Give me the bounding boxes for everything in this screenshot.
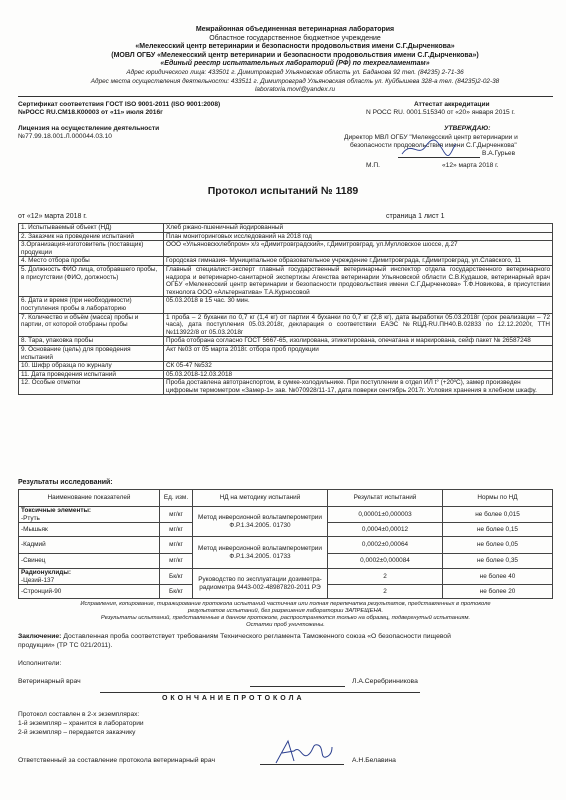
method-cell: Руководство по эксплуатации дозиметра-радиометра 9443-002-48987820-2011 РЭ [193,569,328,599]
responsible-name: А.Н.Белавина [352,757,396,764]
header-line-5: «Единый реестр испытательных лабораторий (РФ) по техрегламентам» [160,60,430,68]
table-row: 12. Особые отметки Проба доставлена автотранспортом, в сумке-холодильнике. При поступлении в отдел ИЛ t° (+20ºС), замер произведен цифровым термометром «Замер-1» зав. №070928/11-17, дата поверки сентябрь 2017г. Условия хранения в хлебном шкафу. [19,379,553,395]
header-line-1: Межрайонная объединенная ветеринарная лаборатория [195,26,395,33]
table-row: -Мышьяк мг/кг 0,0004±0,00012 не более 0,15 [19,523,553,537]
header-divider [18,96,553,97]
results-table [18,489,553,599]
header-line-6: Адрес юридического лица: 433501 г. Димитровград Ульяновская область ул. Баданова 92 тел. (84235) 2-71-36 [126,68,464,76]
vet-name: Л.А.Серебринникова [352,678,418,685]
table-row: 1. Испытываемый объект (НД) Хлеб ржано-пшеничный йодированный [19,224,553,233]
method-cell: Метод инверсионной вольтамперометрии Ф.Р.1.34.2005. 01730 [193,507,328,537]
accreditation-number: N РОСС RU. 0001.515340 от «20» января 2015 г. [366,109,515,116]
table-row: -Стронций-90 Бк/кг 2 не более 20 [19,585,553,599]
header-line-2: Областное государственное бюджетное учреждение [209,34,381,42]
director-name: В.А.Гурьев [482,150,516,157]
header-line-7: Адрес места осуществления деятельности: 433511 г. Димитровград Ульяновская область ул. Куйбышева 328-а тел. (84235)2-02-38 [90,77,500,85]
legal-notes: Исправления, копирование, тиражирование протокола испытаний частичная или полная перепечатка результатов, представленных в протоколе результатов испытаний, без разрешения лаборатории ЗАПРЕЩЕНА. Результаты испытаний, представленные в данном протоколе, распространяются только на образец, подвергнутый испытаниям. Остатки проб уничтожены. [80,601,491,628]
table-row: 5. Должность ФИО лица, отобравшего пробы, в присутствии (ФИО, должность) Главный специалист-эксперт главный государственный ветеринарный инспектор отдела государственного ветеринарного надзора и ветеринарно-санитарной экспертизы Агенства ветеринарии Ульяновской области С.В.Кудашов, ветеринарный врач ОГБУ «Мелекесский центр ветеринарии и безопасности продовольствия имени С.Г.Дырченкова» Т.Ф.Новикова, в присутствии технолога ООО «Альтернатива» Т.А.Курносовой [19,265,553,296]
sample-info-table [18,223,553,395]
table-row: Радионуклиды: -Цезий-137 Бк/кг Руководство по эксплуатации дозиметра-радиометра 9443-002-48987820-2011 РЭ 2 не более 40 [19,569,553,585]
radio-heading: Радионуклиды: [21,569,71,577]
vet-signature-line [250,686,345,687]
table-row: 7. Количество и объём (масса) пробы и партии, от которой отобраны пробы 1 проба – 2 буханки по 0,7 кг (1,4 кг) от партии 4 буханки по 0,7 кг (2,8 кг), дата выработки 05.03.2018г (срок реализации – 72 часа), дата поступления 05.03.2018г, декларация о соответствии ЕАЭС №RЦД-RU.ПН40.В.02833 по 12.12.2020г, ТТН №113922/8 от 05.03.2018г [19,313,553,337]
conclusion-line-2: продукции» (ТР ТС 021/2011). [18,642,113,649]
responsible-signature [272,735,334,769]
approve-date: «12» марта 2018 г. [442,162,499,169]
director-signature [398,136,458,160]
vet-title: Ветеринарный врач [18,678,81,685]
protocol-page: страница 1 лист 1 [386,213,445,220]
toxic-heading: Токсичные элементы: [21,507,92,514]
table-row: 10. Шифр образца по журналу СК 05-47 №532 [19,362,553,371]
protocol-end: О К О Н Ч А Н И Е П Р О Т О К О Л А [162,695,303,702]
copy-2: 2-й экземпляр – передается заказчику [18,729,136,736]
copies-heading: Протокол составлен в 2-х экземплярах: [18,711,140,718]
method-cell: Метод инверсионной вольтамперометрии Ф.Р.1.34.2005. 01733 [193,537,328,569]
table-row: 8. Тара, упаковка пробы Проба отобрана согласно ГОСТ 5667-65, изолирована, этикетирована, опечатана и маркирована, сейф пакет № 26587248 [19,337,553,346]
conclusion-label: Заключение: [18,633,62,640]
license-label: Лицензия на осуществление деятельности [18,125,160,132]
protocol-title: Протокол испытаний № 1189 [207,185,359,197]
table-row: 6. Дата и время (при необходимости) поступления пробы в лабораторию 05.03.2018 в 15 час. 30 мин. [19,297,553,313]
accreditation-label: Аттестат аккредитации [414,101,490,108]
end-divider [100,692,420,693]
protocol-date: от «12» марта 2018 г. [18,213,87,220]
table-row: 9. Основание (цель) для проведения испытаний Акт №03 от 05 марта 2018г. отбора проб продукции [19,345,553,361]
executors-label: Исполнители: [18,660,62,667]
conclusion-line-1: Заключение: Доставленная проба соответствует требованиям Технического регламента Таможенного союза «О безопасности пищевой [18,633,451,640]
table-row: 3.Организация-изготовитель (поставщик) продукции ООО «Ульяновскхлебпром» х/з «Димитровградский», г.Димитровград, ул.Мулловское шоссе, д.27 [19,241,553,257]
table-row: -Кадмий мг/кг Метод инверсионной вольтамперометрии Ф.Р.1.34.2005. 01733 0,0002±0,00064 не более 0,05 [19,537,553,554]
copy-1: 1-й экземпляр – хранится в лаборатории [18,720,144,727]
header-line-3: «Мелекесский центр ветеринарии и безопасности продовольствия имени С.Г.Дырченкова» [135,43,455,51]
table-row: Токсичные элементы: -Ртуть мг/кг Метод инверсионной вольтамперометрии Ф.Р.1.34.2005. 01730 0,00001±0,000003 не более 0,015 [19,507,553,523]
header-line-4: (МОВЛ ОГБУ «Мелекесский центр ветеринарии и безопасности продовольствия имени С.Г.Дырченкова») [111,51,479,59]
cert-iso: Сертификат соответствия ГОСТ ISO 9001-2011 (ISO 9001:2008) [18,101,221,108]
table-row: 11. Дата проведения испытаний 05.03.2018-12.03.2018 [19,370,553,379]
license-number: №77.99.18.001.Л.000044.03.10 [18,133,112,140]
table-row: -Свинец мг/кг 0,0002±0,000084 не более 0,35 [19,554,553,569]
cert-iso-number: №РОСС RU.СМ18.К00003 от «11» июля 2016г [18,109,163,116]
responsible-title: Ответственный за составление протокола ветеринарный врач [18,757,216,764]
approve-line-1: Директор МВЛ ОГБУ "Мелекесский центр ветеринарии и [344,134,518,141]
results-header-row: Наименование показателей Ед. изм. НД на методику испытаний Результат испытаний Нормы по НД [19,490,553,507]
results-heading: Результаты исследований: [18,479,113,486]
approve-line-2: безопасности продовольствия имени С.Г.Дырченкова" [350,142,517,149]
approve-label: УТВЕРЖДАЮ: [444,125,491,132]
table-row: 4. Место отбора пробы Городская гимназия- Муниципальное образовательное учреждение г.Димитровграда, г.Димитровград, ул.Славского, 11 [19,257,553,266]
lab-header [60,26,530,95]
stamp-mark: М.П. [366,162,380,169]
header-email: laboratoria.movl@yandex.ru [254,86,336,94]
table-row: 2. Заказчик на проведение испытаний План мониторинговых исследований на 2018 год [19,232,553,241]
